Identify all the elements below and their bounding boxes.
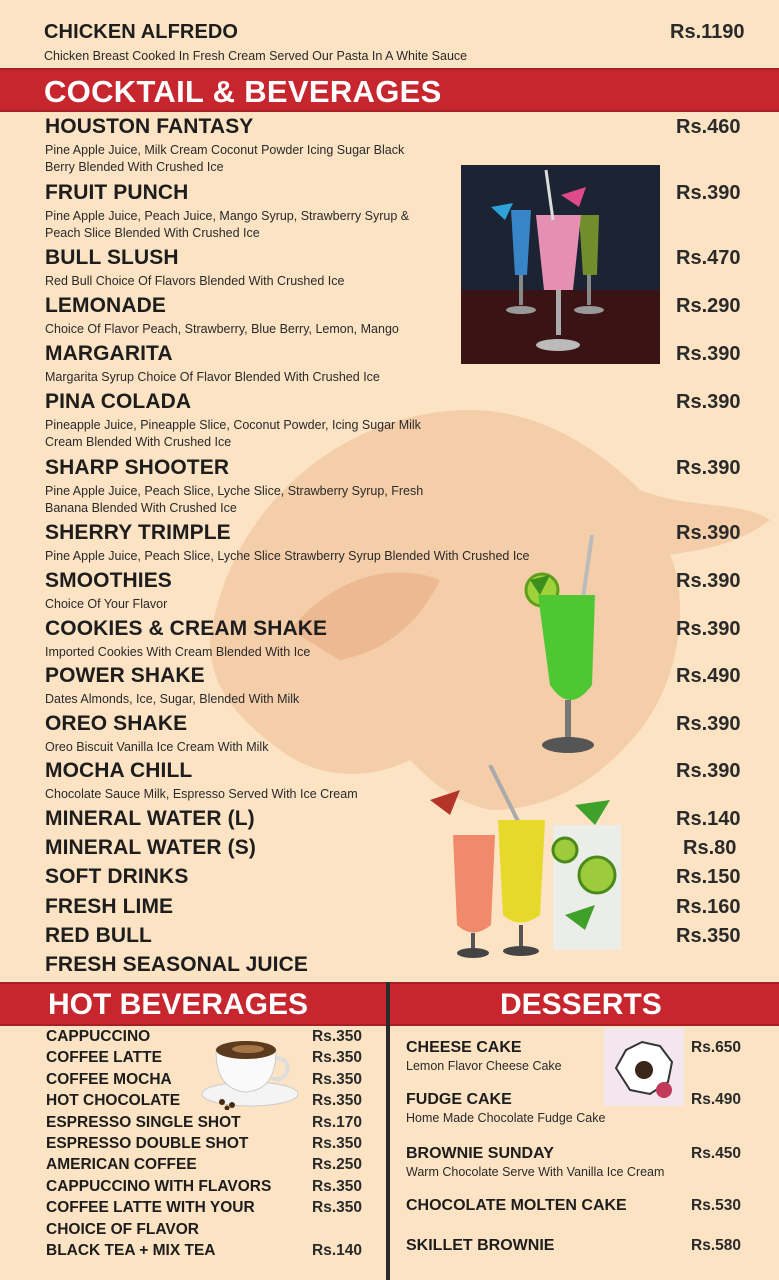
- item-price: Rs.390: [676, 618, 741, 640]
- item-description: Pine Apple Juice, Peach Juice, Mango Syrup, Strawberry Syrup & Peach Slice Blended With Crushed Ice: [45, 209, 410, 240]
- column-divider: [386, 982, 390, 1280]
- item-description: Dates Almonds, Ice, Sugar, Blended With Milk: [45, 692, 300, 706]
- item-name: SOFT DRINKS: [45, 865, 189, 888]
- item-name: SHERRY TRIMPLE: [45, 521, 231, 544]
- section-heading-hot-beverages: [0, 982, 388, 1026]
- dessert-description: Lemon Flavor Cheese Cake: [406, 1059, 562, 1073]
- dessert-name: FUDGE CAKE: [406, 1091, 512, 1108]
- hot-beverage-price: Rs.350: [312, 1049, 362, 1067]
- item-name: RED BULL: [45, 924, 152, 947]
- cocktail-glasses-image: [461, 165, 660, 364]
- section-title: HOT BEVERAGES: [48, 988, 309, 1021]
- hot-beverage-price: Rs.350: [312, 1092, 362, 1110]
- item-name: MINERAL WATER (S): [45, 836, 256, 859]
- hot-beverage-name: COFFEE LATTE: [46, 1049, 162, 1067]
- item-name: MARGARITA: [45, 342, 173, 365]
- item-description: Oreo Biscuit Vanilla Ice Cream With Milk: [45, 740, 269, 754]
- hot-beverage-price: Rs.350: [312, 1070, 362, 1088]
- hot-beverage-name: ESPRESSO SINGLE SHOT: [46, 1113, 241, 1131]
- dessert-price: Rs.450: [691, 1145, 741, 1162]
- dessert-price: Rs.580: [691, 1237, 741, 1254]
- item-price: Rs.460: [676, 116, 741, 138]
- item-price: Rs.390: [676, 570, 741, 592]
- item-price: Rs.350: [676, 925, 741, 947]
- item-name: LEMONADE: [45, 294, 166, 317]
- item-description: Pine Apple Juice, Milk Cream Coconut Powder Icing Sugar Black Berry Blended With Crushed Ice: [45, 143, 405, 174]
- dessert-description: Home Made Chocolate Fudge Cake: [406, 1111, 606, 1125]
- hot-beverage-price: Rs.350: [312, 1135, 362, 1152]
- item-name: SMOOTHIES: [45, 569, 172, 592]
- item-name: FRUIT PUNCH: [45, 181, 189, 204]
- item-name: POWER SHAKE: [45, 664, 205, 687]
- item-price: Rs.1190: [670, 21, 745, 43]
- dessert-description: Warm Chocolate Serve With Vanilla Ice Cream: [406, 1165, 665, 1179]
- item-price: Rs.470: [676, 247, 741, 269]
- hot-beverage-name: HOT CHOCOLATE: [46, 1092, 181, 1110]
- item-description: Red Bull Choice Of Flavors Blended With Crushed Ice: [45, 274, 345, 288]
- coffee-cup-image: [200, 1032, 302, 1110]
- cocktail-photo: [461, 165, 660, 364]
- item-name: OREO SHAKE: [45, 712, 188, 735]
- hot-beverage-price: Rs.170: [312, 1113, 362, 1131]
- item-name: SHARP SHOOTER: [45, 456, 230, 479]
- section-title: DESSERTS: [500, 988, 662, 1021]
- item-name: HOUSTON FANTASY: [45, 115, 254, 138]
- item-price: Rs.390: [676, 522, 741, 544]
- cheese-cake-image: [604, 1028, 684, 1106]
- item-description: Pineapple Juice, Pineapple Slice, Coconut Powder, Icing Sugar Milk Cream Blended With Crushed Ice: [45, 418, 421, 449]
- item-name: BULL SLUSH: [45, 246, 179, 269]
- hot-beverage-price: Rs.350: [312, 1177, 362, 1195]
- item-price: Rs.390: [676, 182, 741, 204]
- hot-beverage-name: ESPRESSO DOUBLE SHOT: [46, 1135, 249, 1152]
- item-price: Rs.490: [676, 665, 741, 687]
- item-name: COOKIES & CREAM SHAKE: [45, 617, 328, 640]
- item-price: Rs.80: [683, 837, 737, 859]
- item-description: Chicken Breast Cooked In Fresh Cream Served Our Pasta In A White Sauce: [44, 49, 468, 63]
- item-name: MOCHA CHILL: [45, 759, 193, 782]
- hot-beverage-name: COFFEE LATTE WITH YOUR: [46, 1199, 255, 1217]
- dessert-price: Rs.530: [691, 1197, 741, 1214]
- hot-beverage-price: Rs.350: [312, 1199, 362, 1217]
- dessert-name: BROWNIE SUNDAY: [406, 1145, 554, 1162]
- dessert-price: Rs.490: [691, 1091, 741, 1108]
- item-price: Rs.160: [676, 896, 741, 918]
- section-heading-cocktails: [0, 68, 779, 112]
- item-price: Rs.390: [676, 391, 741, 413]
- item-description: Choice Of Flavor Peach, Strawberry, Blue Berry, Lemon, Mango: [45, 322, 399, 336]
- item-name: FRESH SEASONAL JUICE: [45, 953, 308, 976]
- item-price: Rs.390: [676, 713, 741, 735]
- item-description: Pine Apple Juice, Peach Slice, Lyche Slice, Strawberry Syrup, Fresh Banana Blended With Crushed Ice: [45, 484, 424, 515]
- item-name: PINA COLADA: [45, 390, 192, 413]
- juice-glasses-image: [425, 765, 635, 960]
- hot-beverage-name: AMERICAN COFFEE: [46, 1156, 197, 1174]
- dessert-name: CHEESE CAKE: [406, 1039, 522, 1056]
- item-price: Rs.390: [676, 343, 741, 365]
- item-description: Pine Apple Juice, Peach Slice, Lyche Slice Strawberry Syrup Blended With Crushed Ice: [45, 549, 530, 563]
- item-description: Imported Cookies With Cream Blended With Ice: [45, 645, 311, 659]
- item-price: Rs.150: [676, 866, 741, 888]
- item-price: Rs.290: [676, 295, 741, 317]
- item-description: Margarita Syrup Choice Of Flavor Blended With Crushed Ice: [45, 370, 380, 384]
- hot-beverage-name: CAPPUCCINO: [46, 1028, 151, 1045]
- dessert-name: SKILLET BROWNIE: [406, 1237, 555, 1254]
- dessert-name: CHOCOLATE MOLTEN CAKE: [406, 1197, 627, 1214]
- item-price: Rs.390: [676, 457, 741, 479]
- item-description: Choice Of Your Flavor: [45, 597, 168, 611]
- green-smoothie-image: [520, 535, 615, 760]
- hot-beverage-price: Rs.350: [312, 1028, 362, 1045]
- item-price: Rs.140: [676, 808, 741, 830]
- hot-beverage-name: CHOICE OF FLAVOR: [46, 1220, 199, 1238]
- dessert-price: Rs.650: [691, 1039, 741, 1056]
- item-price: Rs.390: [676, 760, 741, 782]
- hot-beverage-name: CAPPUCCINO WITH FLAVORS: [46, 1177, 272, 1195]
- item-description: Chocolate Sauce Milk, Espresso Served With Ice Cream: [45, 787, 358, 801]
- item-name: MINERAL WATER (L): [45, 807, 255, 830]
- hot-beverage-name: COFFEE MOCHA: [46, 1070, 172, 1088]
- item-name: FRESH LIME: [45, 895, 174, 918]
- section-heading-desserts: [390, 982, 779, 1026]
- hot-beverage-name: BLACK TEA + MIX TEA: [46, 1242, 216, 1259]
- section-title: COCKTAIL & BEVERAGES: [44, 74, 442, 109]
- hot-beverage-price: Rs.250: [312, 1156, 362, 1174]
- item-name: CHICKEN ALFREDO: [44, 21, 239, 43]
- hot-beverage-price: Rs.140: [312, 1242, 362, 1259]
